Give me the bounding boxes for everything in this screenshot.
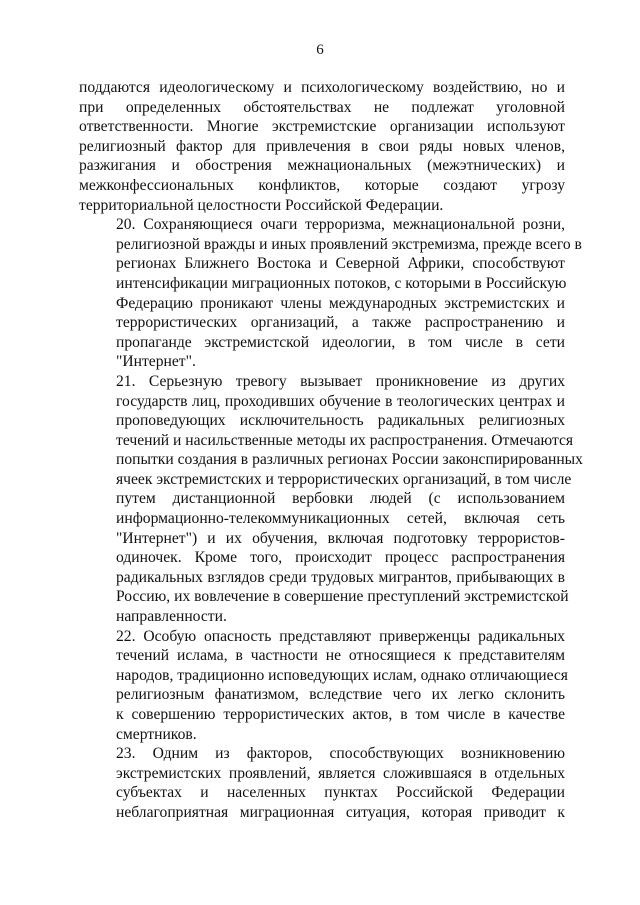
text-line: одиночек. Кроме того, происходит процесс распространения: [116, 549, 565, 567]
text-line: при определенных обстоятельствах не подлежат уголовной: [79, 98, 565, 116]
text-line: "Интернет".: [116, 353, 196, 371]
text-line: Россию, их вовлечение в совершение преступлений экстремистской: [116, 588, 569, 606]
text-line: Федерацию проникают члены международных экстремистских и: [116, 294, 565, 312]
text-line: неблагоприятная миграционная ситуация, которая приводит к: [116, 803, 565, 821]
text-line: попытки создания в различных регионах России законспирированных: [116, 451, 583, 469]
text-line: пропаганде экстремистской идеологии, в том числе в сети: [116, 333, 565, 351]
text-line: регионах Ближнего Востока и Северной Африки, способствуют: [116, 255, 565, 273]
text-line: течений ислама, в частности не относящиеся к представителям: [116, 647, 565, 665]
document-body: [79, 78, 583, 823]
text-line: 23. Одним из факторов, способствующих возникновению: [116, 745, 565, 763]
text-line: радикальных взглядов среди трудовых мигрантов, прибывающих в: [116, 568, 565, 586]
text-line: 20. Сохраняющиеся очаги терроризма, межнациональной розни,: [116, 216, 565, 234]
text-line: "Интернет") и их обучения, включая подготовку террористов-: [116, 529, 565, 547]
text-line: течений и насильственные методы их распространения. Отмечаются: [116, 431, 574, 449]
text-line: 21. Серьезную тревогу вызывает проникновение из других: [116, 372, 565, 390]
text-line: смертников.: [116, 725, 197, 743]
text-line: религиозной вражды и иных проявлений экстремизма, прежде всего в: [116, 235, 582, 253]
text-line: проповедующих исключительность радикальных религиозных: [116, 412, 565, 430]
text-line: к совершению террористических актов, в том числе в качестве: [116, 706, 565, 723]
text-line: интенсификации миграционных потоков, с которыми в Российскую: [116, 274, 567, 292]
text-line: информационно-телекоммуникационных сетей, включая сеть: [116, 510, 565, 528]
paragraph-21: [79, 372, 583, 627]
text-line: субъектах и населенных пунктах Российской Федерации: [116, 784, 565, 802]
text-line: путем дистанционной вербовки людей (с использованием: [116, 490, 565, 508]
text-line: 22. Особую опасность представляют приверженцы радикальных: [116, 627, 565, 645]
text-line: разжигания и обострения межнациональных (межэтнических) и: [79, 157, 565, 175]
paragraph-22: [79, 627, 568, 745]
text-line: ячеек экстремистских и террористических организаций, в том числе: [116, 470, 572, 488]
text-line: направленности.: [116, 608, 227, 626]
text-line: религиозным фанатизмом, вследствие чего их легко склонить: [116, 686, 565, 704]
text-line: народов, традиционно исповедующих ислам, однако отличающиеся: [116, 666, 568, 684]
paragraph-20: [79, 215, 582, 372]
text-line: экстремистских проявлений, является сложившаяся в отдельных: [116, 764, 565, 782]
text-line: религиозный фактор для привлечения в свои ряды новых членов,: [79, 137, 565, 155]
text-line: ответственности. Многие экстремистские организации используют: [79, 118, 565, 136]
text-line: государств лиц, проходивших обучение в теологических центрах и: [116, 392, 565, 410]
text-line: поддаются идеологическому и психологическому воздействию, но и: [79, 79, 565, 96]
text-line: межконфессиональных конфликтов, которые создают угрозу: [79, 176, 565, 194]
text-line: террористических организаций, а также распространению и: [116, 314, 565, 332]
paragraph-continuation: [79, 78, 565, 215]
page-number: 6: [316, 42, 324, 58]
text-line: территориальной целостности Российской Федерации.: [79, 196, 444, 214]
paragraph-23: [79, 744, 565, 822]
